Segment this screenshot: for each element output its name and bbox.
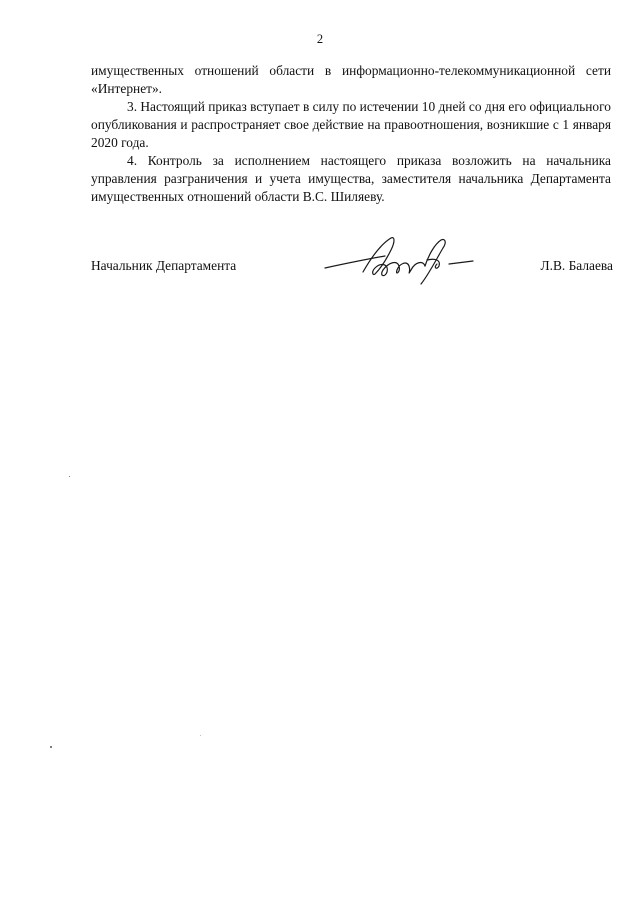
handwritten-signature bbox=[323, 230, 483, 290]
paragraph-4: 4. Контроль за исполнением настоящего приказа возложить на начальника управления разграничения и учета имущества, заместителя начальника Департамента имущественных отношений области В.С. Шиляеву. bbox=[91, 153, 611, 204]
paragraph-continuation: имущественных отношений области в информационно-телекоммуникационной сети «Интернет». bbox=[91, 63, 611, 96]
scan-speck bbox=[69, 476, 70, 477]
signatory-position: Начальник Департамента bbox=[91, 258, 237, 273]
signature-block bbox=[91, 252, 613, 292]
scan-speck bbox=[200, 735, 201, 736]
signatory-name: Л.В. Балаева bbox=[540, 258, 613, 273]
page-number: 2 bbox=[316, 32, 324, 46]
document-body bbox=[91, 62, 611, 206]
paragraph-3: 3. Настоящий приказ вступает в силу по истечении 10 дней со дня его официального опубликования и распространяет свое действие на правоотношения, возникшие с 1 января 2020 года. bbox=[91, 99, 611, 150]
scan-speck bbox=[50, 746, 52, 748]
